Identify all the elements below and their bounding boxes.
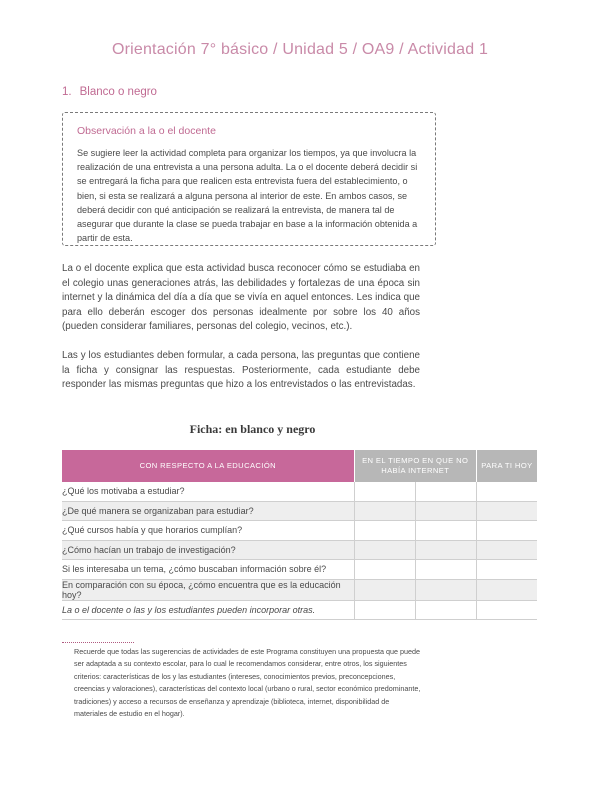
answer-cell-person-2[interactable] (415, 482, 476, 501)
answer-cell-person-2[interactable] (415, 540, 476, 560)
section-title: Blanco o negro (79, 86, 157, 98)
observation-title: Observación a la o el docente (77, 125, 216, 137)
answer-cell-person-1[interactable] (354, 600, 415, 620)
footnote-text: Recuerde que todas las sugerencias de actividades de este Programa constituyen una propuesta que puede ser adaptada a su contexto escolar, para lo cual le recomendamos considerar, entre otros, los siguientes criterios: características de los y las estudiantes (intereses, conocimientos previos, preconcepciones, creencias y valoraciones), características del contexto local (urbano o rural, sector económico predominante, tradiciones) y acceso a recursos de enseñanza y aprendizaje (biblioteca, internet, disponibilidad de materiales de estudio en el hogar). (74, 647, 421, 719)
answer-cell-person-2[interactable] (415, 521, 476, 541)
answer-cell-person-1[interactable] (354, 560, 415, 580)
table-title: Ficha: en blanco y negro (189, 422, 316, 436)
answer-cell-person-1[interactable] (354, 579, 415, 600)
header-today: PARA TI HOY (476, 450, 537, 482)
answer-cell-person-1[interactable] (354, 521, 415, 541)
question-cell: La o el docente o las y los estudiantes pueden incorporar otras. (62, 600, 354, 620)
answer-cell-today[interactable] (476, 540, 537, 560)
answer-cell-person-1[interactable] (354, 540, 415, 560)
header-no-internet: EN EL TIEMPO EN QUE NO HABÍA INTERNET (354, 450, 476, 482)
question-cell: ¿De qué manera se organizaban para estudiar? (62, 501, 354, 521)
answer-cell-today[interactable] (476, 482, 537, 501)
answer-cell-today[interactable] (476, 521, 537, 541)
table-row (62, 521, 537, 541)
answer-cell-person-1[interactable] (354, 501, 415, 521)
table-row (62, 501, 537, 521)
question-cell: ¿Cómo hacían un trabajo de investigación? (62, 540, 354, 560)
answer-cell-today[interactable] (476, 600, 537, 620)
table-row (62, 579, 537, 600)
question-cell: Si les interesaba un tema, ¿cómo buscaban información sobre él? (62, 560, 354, 580)
answer-cell-person-2[interactable] (415, 600, 476, 620)
table-row (62, 482, 537, 501)
answer-cell-person-1[interactable] (354, 482, 415, 501)
answer-cell-person-2[interactable] (415, 560, 476, 580)
answer-cell-today[interactable] (476, 560, 537, 580)
table-row (62, 540, 537, 560)
paragraph-instructions: Las y los estudiantes deben formular, a cada persona, las preguntas que contiene la ficha y consignar las respuestas. Posteriormente, cada estudiante debe responder las mismas preguntas que hizo a los entrevistados o las entrevistadas. (62, 350, 420, 391)
table-row (62, 600, 537, 620)
paragraph-intro: La o el docente explica que esta actividad busca reconocer cómo se estudiaba en el colegio unas generaciones atrás, las debilidades y fortalezas de una época sin internet y la dinámica del día a día que se vivía en aquel entonces. Les indica que para ello deberán escoger dos personas idealmente por sobre los 40 años (pueden considerar familiares, personas del colegio, vecinos, etc.). (62, 263, 420, 333)
header-education: CON RESPECTO A LA EDUCACIÓN (62, 450, 354, 482)
question-cell: En comparación con su época, ¿cómo encuentra que es la educación hoy? (62, 579, 354, 600)
interview-table (62, 450, 537, 620)
answer-cell-person-2[interactable] (415, 501, 476, 521)
section-heading (62, 86, 157, 98)
table-row (62, 560, 537, 580)
section-number: 1. (62, 86, 72, 98)
question-cell: ¿Qué cursos había y que horarios cumplían? (62, 521, 354, 541)
question-cell: ¿Qué los motivaba a estudiar? (62, 482, 354, 501)
observation-text: Se sugiere leer la actividad completa para organizar los tiempos, ya que involucra la realización de una entrevista a una persona adulta. La o el docente deberá decidir si se entregará la ficha para que realicen esta entrevista fuera del establecimiento, o bien, si esta se realizará a alguna persona al interior de este. En ambos casos, se deberá decidir con qué anticipación se realizará la entrevista, de manera tal de asegurar que durante la clase se pueda trabajar en base a la información obtenida a partir de esta. (77, 148, 418, 244)
table-header-row (62, 450, 537, 482)
observation-box (62, 112, 436, 246)
footnote-divider (62, 642, 134, 643)
page-header-title: Orientación 7° básico / Unidad 5 / OA9 / Actividad 1 (111, 41, 489, 58)
answer-cell-today[interactable] (476, 579, 537, 600)
answer-cell-today[interactable] (476, 501, 537, 521)
answer-cell-person-2[interactable] (415, 579, 476, 600)
